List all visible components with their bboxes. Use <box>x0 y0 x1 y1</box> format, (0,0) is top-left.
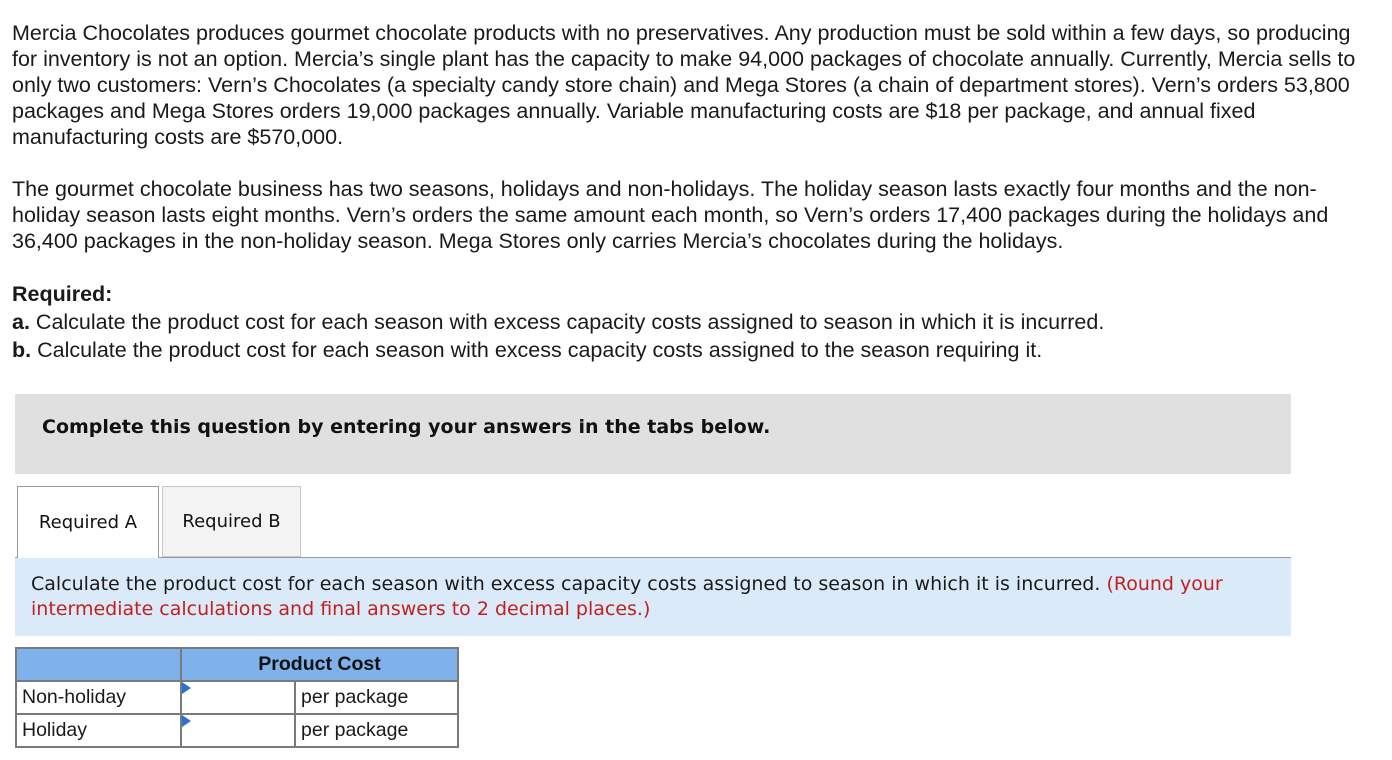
row-label-non-holiday: Non-holiday <box>16 681 181 714</box>
required-b <box>12 337 1372 363</box>
required-a <box>12 309 1372 335</box>
required-section <box>12 281 1372 363</box>
non-holiday-cost-input-cell[interactable] <box>181 681 295 714</box>
tab-required-b[interactable]: Required B <box>162 486 301 557</box>
instruction-text: Complete this question by entering your answers in the tabs below. <box>42 416 771 438</box>
table-row <box>16 714 458 747</box>
cell-marker-icon <box>182 715 191 727</box>
holiday-cost-input-cell[interactable] <box>181 714 295 747</box>
problem-paragraph-1: Mercia Chocolates produces gourmet chocolate products with no preservatives. Any production must be sold within a few days, so producing for inventory is not an option. Mercia’s single plant has the capacity to make 94,000 packages of chocolate annually. Currently, Mercia sells to only two customers: Vern’s Chocolates (a specialty candy store chain) and Mega Stores (a chain of department stores). Vern’s orders 53,800 packages and Mega Stores orders 19,000 packages annually. Variable manufacturing costs are $18 per package, and annual fixed manufacturing costs are $570,000. <box>12 21 1356 149</box>
required-a-text: Calculate the product cost for each season with excess capacity costs assigned to season in which it is incurred. <box>35 310 1105 334</box>
required-a-prefix: a. <box>12 310 30 334</box>
table-row <box>16 681 458 714</box>
answer-table <box>15 647 459 748</box>
instruction-banner <box>15 394 1291 474</box>
required-b-prefix: b. <box>12 338 32 362</box>
answer-table-header-row <box>16 648 458 681</box>
row-label-holiday: Holiday <box>16 714 181 747</box>
required-title: Required: <box>12 282 113 306</box>
row-unit-non-holiday: per package <box>295 681 458 714</box>
prompt-text: Calculate the product cost for each season with excess capacity costs assigned to season in which it is incurred. <box>31 573 1101 595</box>
cell-marker-icon <box>182 682 191 694</box>
question-prompt <box>15 558 1291 636</box>
holiday-cost-input[interactable] <box>187 715 289 746</box>
non-holiday-cost-input[interactable] <box>187 682 289 713</box>
required-b-text: Calculate the product cost for each season with excess capacity costs assigned to the season requiring it. <box>37 338 1043 362</box>
row-unit-holiday: per package <box>295 714 458 747</box>
problem-paragraph-2: The gourmet chocolate business has two seasons, holidays and non-holidays. The holiday season lasts exactly four months and the non-holiday season lasts eight months. Vern’s orders the same amount each month, so Vern’s orders 17,400 packages during the holidays and 36,400 packages in the non-holiday season. Mega Stores only carries Mercia’s chocolates during the holidays. <box>12 177 1329 253</box>
header-blank-cell <box>16 648 181 681</box>
rounding-note: (Round your intermediate calculations and final answers to 2 decimal places.) <box>31 573 1223 620</box>
tab-required-a[interactable]: Required A <box>17 486 159 558</box>
product-cost-header: Product Cost <box>181 648 458 681</box>
